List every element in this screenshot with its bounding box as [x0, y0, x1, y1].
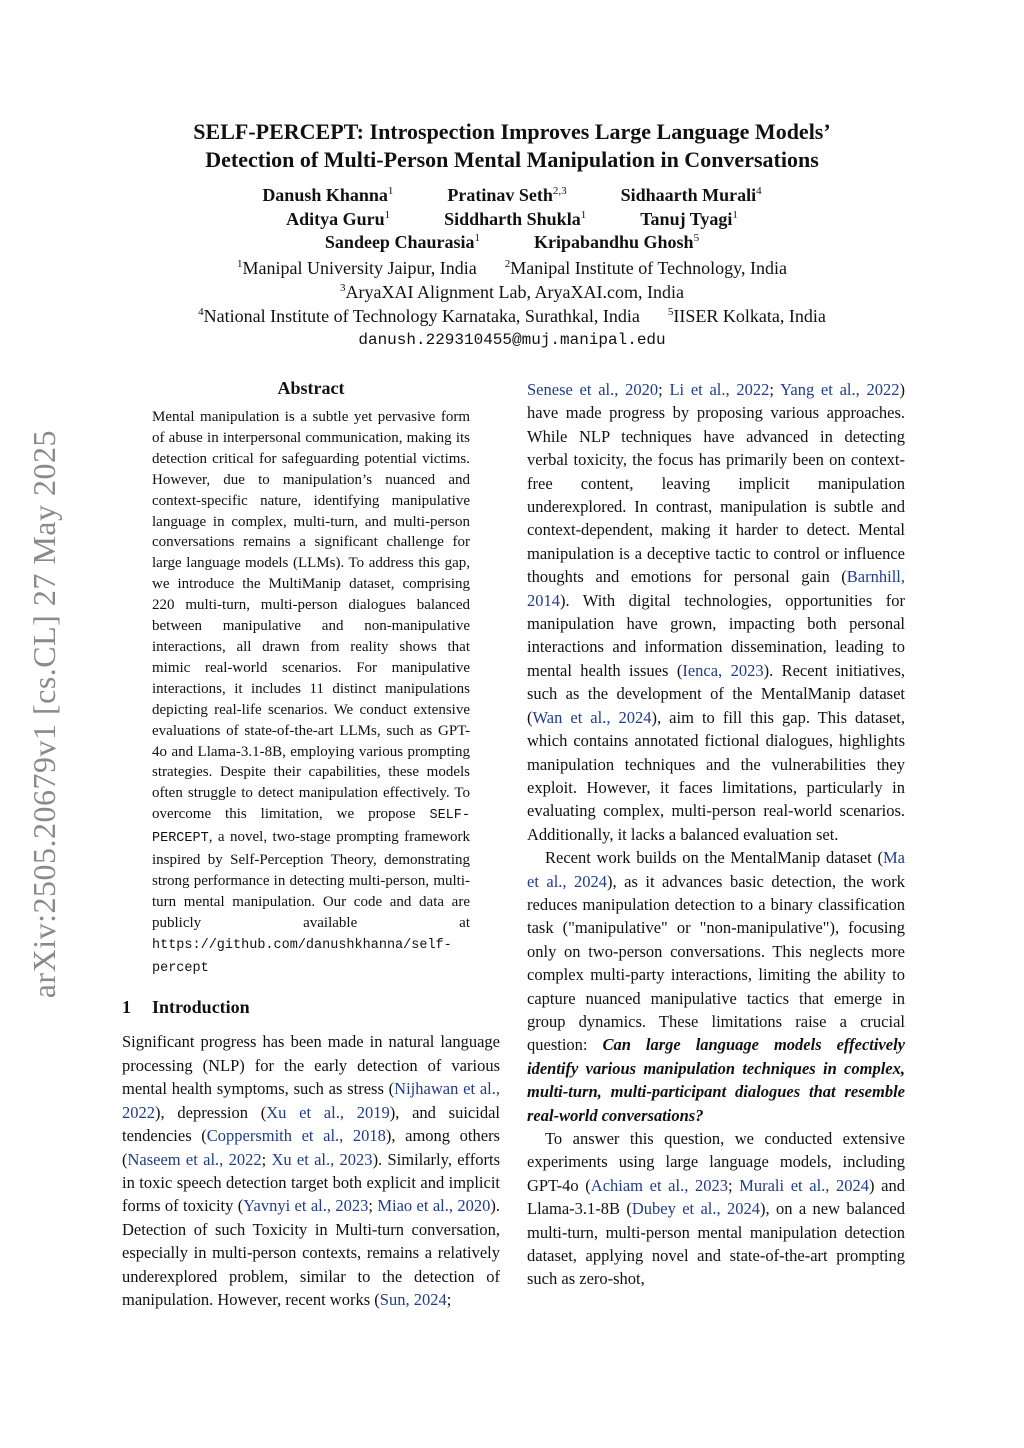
citation-link[interactable]: Ma et al., 2024	[527, 848, 905, 891]
citation-link[interactable]: Yang et al., 2022	[780, 380, 900, 399]
author-list	[110, 184, 914, 255]
author: Pratinav Seth$^{2,3}$	[447, 185, 567, 205]
affiliation: $^2$Manipal Institute of Technology, India	[504, 258, 787, 278]
body-text: ) have made progress by proposing various approaches. While NLP techniques have advanced in detecting verbal toxicity, the focus has primarily been on context-free content, leaving implicit manipulation underexplored. In contrast, manipulation is subtle and context-dependent, making it harder to detect. Mental manipulation is a deceptive tactic to control or influence thoughts and emotions for personal gain (	[527, 380, 905, 587]
body-text: ), on a new balanced multi-turn, multi-person mental manipulation detection dataset, applying novel and state-of-the-art prompting such as zero-shot,	[527, 1199, 906, 1289]
title-line-1: SELF-PERCEPT: Introspection Improves Large Language Models’	[193, 119, 831, 144]
body-text: To answer this question, we conducted extensive experiments using large language models, including GPT-4o (	[527, 1129, 905, 1195]
body-text: ), aim to fill this gap. This dataset, which contains annotated fictional dialogues, highlights manipulation techniques and the vulnerabilities they exploit. However, it faces limitations, particularly in evaluating complex, multi-person real-world scenarios. Additionally, it lacks a balanced evaluation set.	[527, 707, 905, 844]
contact-email[interactable]: danush.229310455@muj.manipal.edu	[358, 331, 666, 349]
intro-paragraph-1	[122, 1030, 500, 1311]
body-text: ). Recent initiatives, such as the development of the MentalManip dataset (	[527, 660, 905, 727]
intro-paragraph-2	[527, 846, 905, 1127]
citation-link[interactable]: Murali et al., 2024	[739, 1175, 870, 1195]
citation-link[interactable]: Miao et al., 2020	[377, 1196, 491, 1216]
section-number: 1	[122, 997, 131, 1018]
citation-link[interactable]: Barnhill, 2014	[527, 567, 905, 610]
left-column	[122, 378, 500, 1311]
right-column	[527, 378, 905, 1291]
author: Danush Khanna$^1$	[262, 185, 394, 205]
body-text: ;	[727, 1175, 740, 1195]
author: Sidhaarth Murali$^4$	[620, 185, 762, 205]
body-text: ;	[446, 1289, 452, 1309]
citation-link[interactable]: Xu et al., 2019	[266, 1102, 390, 1122]
author: Siddharth Shukla$^1$	[444, 208, 587, 229]
body-text: ) and Llama-3.1-8B (	[527, 1175, 905, 1219]
section-title: Introduction	[152, 997, 250, 1018]
body-text: ), and suicidal tendencies (	[122, 1102, 501, 1146]
research-question: Can large language models effectively identify various manipulation techniques in complex, multi-turn, multi-participant dialogues that resemble real-world conversations?	[527, 1035, 905, 1125]
affiliation: $^3$AryaXAI Alignment Lab, AryaXAI.com, India	[340, 282, 684, 302]
citation-link[interactable]: Achiam et al., 2023	[590, 1175, 728, 1195]
citation-link[interactable]: Naseem et al., 2022	[127, 1149, 262, 1169]
affiliation: $^1$Manipal University Jaipur, India	[237, 258, 477, 278]
body-text: Significant progress has been made in natural language processing (NLP) for the early detection of various mental health symptoms, such as stress (	[122, 1032, 500, 1099]
body-text: ), depression (	[155, 1102, 267, 1122]
body-text: ), as it advances basic detection, the work reduces manipulation detection to a binary classification task ("manipulative" or "non-manipulative"), focusing only on two-person conversations. This neglects more complex multi-party interactions, limiting the ability to capture nuanced manipulative tactics that emerge in group dynamics. These limitations raise a crucial question:	[527, 871, 905, 1055]
author: Aditya Guru$^1$	[286, 208, 391, 229]
body-text: ). With digital technologies, opportunities for manipulation have grown, impacting both personal interactions and information dissemination, leading to mental health issues (	[527, 590, 905, 680]
citation-link[interactable]: Nijhawan et al., 2022	[122, 1079, 500, 1122]
body-text: ;	[261, 1149, 272, 1169]
affiliation-list	[110, 256, 914, 352]
citation-link[interactable]: Coppersmith et al., 2018	[206, 1126, 386, 1146]
arxiv-side-stamp: arXiv:2505.20679v1 [cs.CL] 27 May 2025	[26, 430, 62, 999]
intro-paragraph-1-continued	[527, 378, 905, 846]
citation-link[interactable]: Yavnyi et al., 2023	[243, 1196, 369, 1216]
body-text: ;	[769, 380, 781, 399]
title-line-2: Detection of Multi-Person Mental Manipulation in Conversations	[205, 147, 819, 172]
citation-link[interactable]: Senese et al., 2020	[527, 380, 659, 399]
section-heading	[122, 997, 500, 1018]
body-text: ;	[368, 1196, 378, 1216]
affiliation: $^4$National Institute of Technology Karnataka, Surathkal, India	[198, 306, 640, 326]
author: Tanuj Tyagi$^1$	[640, 208, 738, 229]
method-name: SELF-PERCEPT	[152, 808, 470, 847]
author: Sandeep Chaurasia$^1$	[324, 232, 480, 252]
intro-paragraph-3	[527, 1127, 905, 1291]
citation-link[interactable]: Sun, 2024	[379, 1289, 447, 1309]
citation-link[interactable]: Li et al., 2022	[669, 380, 770, 399]
code-link[interactable]: https://github.com/danushkhanna/self-percept	[152, 937, 452, 976]
citation-link[interactable]: Wan et al., 2024	[532, 707, 652, 727]
body-text: ). Similarly, efforts in toxic speech detection target both explicit and implicit forms of toxicity (	[122, 1149, 500, 1216]
paper-title	[110, 118, 914, 174]
affiliation: $^5$IISER Kolkata, India	[667, 306, 826, 326]
body-text: ;	[658, 380, 670, 399]
body-text: ). Detection of such Toxicity in Multi-turn conversation, especially in multi-person contexts, remains a relatively underexplored problem, similar to the detection of manipulation. However, recent works (	[122, 1196, 500, 1309]
author: Kripabandhu Ghosh$^5$	[533, 232, 700, 252]
body-text: ), among others (	[122, 1126, 500, 1169]
abstract-text: Mental manipulation is a subtle yet pervasive form of abuse in interpersonal communication, making its detection critical for safeguarding potential victims. However, due to manipulation’s nuanced and context-specific nature, identifying manipulative language in complex, multi-turn, and multi-person conversations remains a significant challenge for large language models (LLMs). To address this gap, we introduce the MultiManip dataset, comprising 220 multi-turn, multi-person dialogues balanced between manipulative and non-manipulative interactions, all drawn from reality shows that mimic real-world scenarios. For manipulative interactions, it includes 11 distinct manipulations depicting real-life scenarios. We conduct extensive evaluations of state-of-the-art LLMs, such as GPT-4o and Llama-3.1-8B, employing various prompting strategies. Despite their capabilities, these models often struggle to detect manipulation effectively. To overcome this limitation, we propose SELF-PERCEPT, a novel, two-stage prompting framework inspired by Self-Perception Theory, demonstrating strong performance in detecting multi-person, multi-turn mental manipulation. Our code and data are publicly available at https://github.com/danushkhanna/self-percept	[152, 409, 470, 976]
citation-link[interactable]: Ienca, 2023	[682, 660, 764, 680]
citation-link[interactable]: Dubey et al., 2024	[631, 1199, 761, 1219]
citation-link[interactable]: Xu et al., 2023	[271, 1149, 373, 1169]
body-text: Recent work builds on the MentalManip dataset (	[545, 848, 883, 868]
abstract-heading: Abstract	[277, 378, 345, 398]
